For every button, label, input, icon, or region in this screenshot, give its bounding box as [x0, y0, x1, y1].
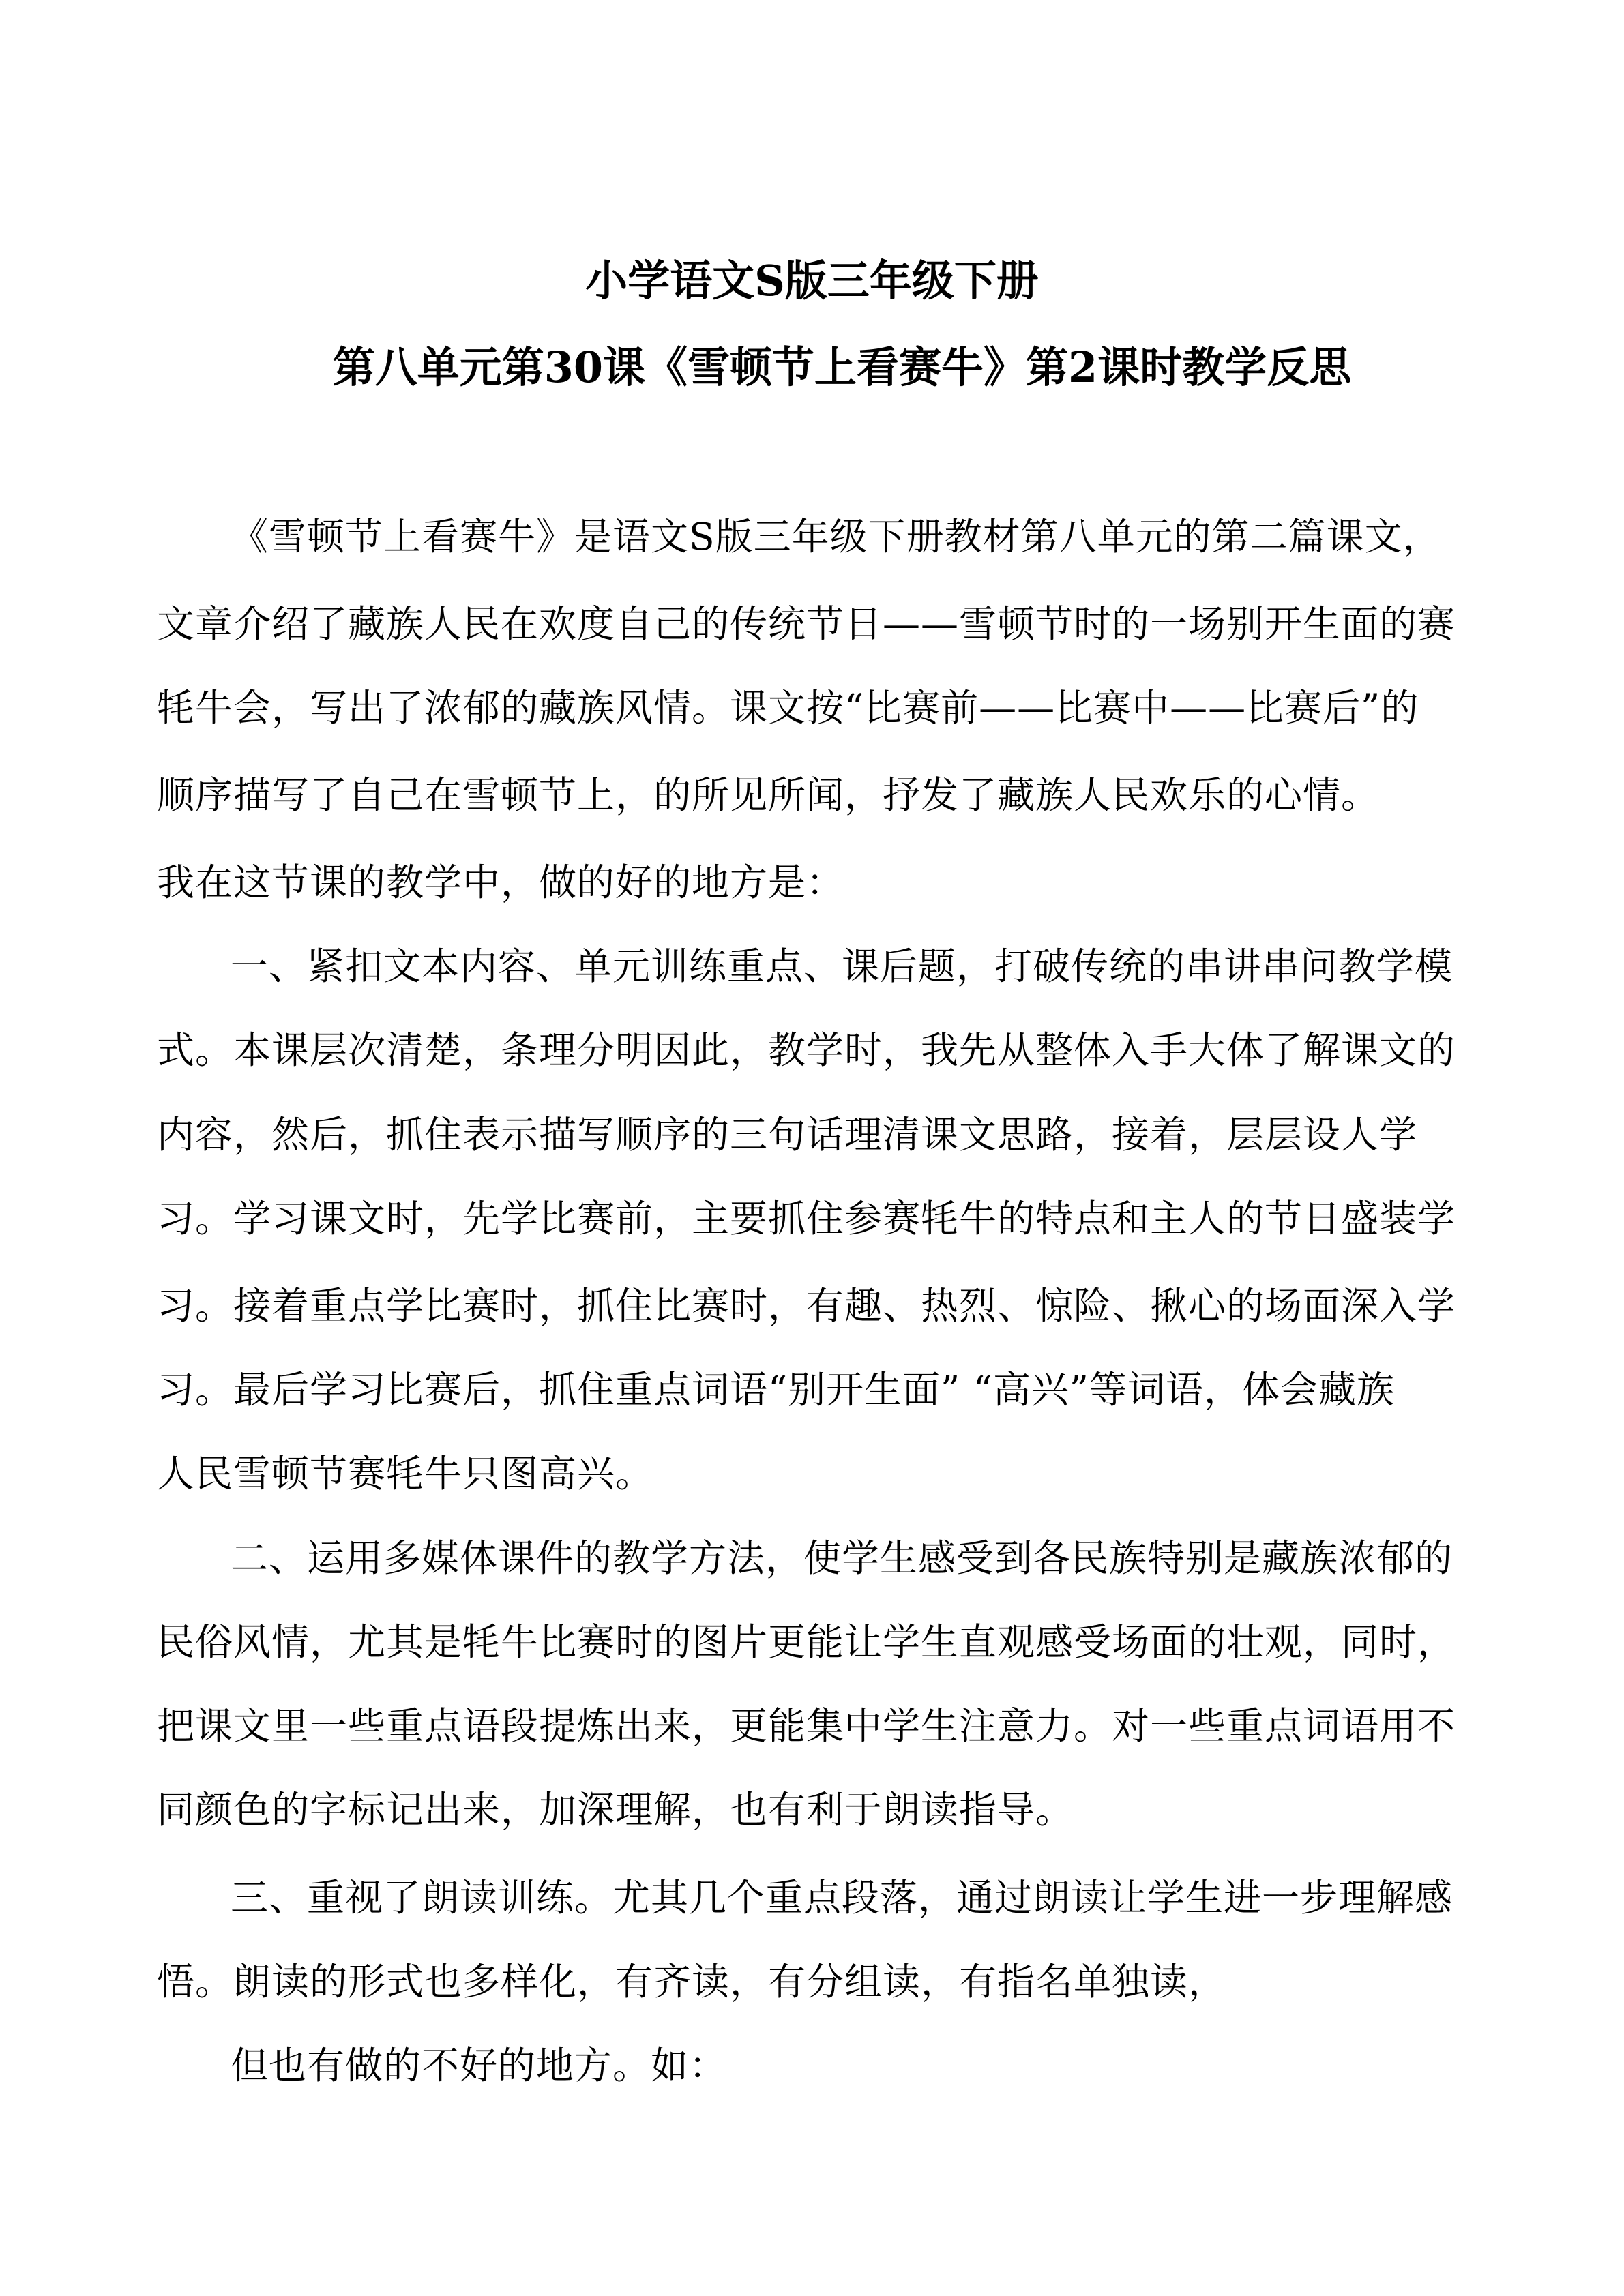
paragraph-line: 顺序描写了自己在雪顿节上，的所见所闻，抒发了藏族人民欢乐的心情。: [157, 773, 1380, 817]
paragraph-line: 一、紧扣文本内容、单元训练重点、课后题，打破传统的串讲串问教学模: [231, 944, 1453, 988]
paragraph-line: 《雪顿节上看赛牛》是语文S版三年级下册教材第八单元的第二篇课文，: [231, 515, 1441, 558]
paragraph-line: 二、运用多媒体课件的教学方法，使学生感受到各民族特别是藏族浓郁的: [231, 1536, 1453, 1580]
paragraph-line: 但也有做的不好的地方。如：: [231, 2044, 728, 2087]
title-line-2: 第八单元第30课《雪顿节上看赛牛》第2课时教学反思: [332, 342, 1352, 392]
paragraph-line: 把课文里一些重点语段提炼出来，更能集中学生注意力。对一些重点词语用不: [157, 1704, 1456, 1748]
paragraph-line: 人民雪顿节赛牦牛只图高兴。: [157, 1452, 654, 1495]
paragraph-line: 悟。朗读的形式也多样化，有齐读，有分组读，有指名单独读，: [157, 1960, 1227, 2003]
paragraph-line: 民俗风情，尤其是牦牛比赛时的图片更能让学生直观感受场面的壮观，同时，: [157, 1620, 1456, 1664]
paragraph-line: 我在这节课的教学中，做的好的地方是：: [157, 861, 845, 904]
paragraph-line: 文章介绍了藏族人民在欢度自己的传统节日——雪顿节时的一场别开生面的赛: [157, 602, 1456, 646]
paragraph-line: 牦牛会，写出了浓郁的藏族风情。课文按“比赛前——比赛中——比赛后”的: [157, 686, 1419, 730]
paragraph-line: 习。学习课文时，先学比赛前，主要抓住参赛牦牛的特点和主人的节日盛装学: [157, 1197, 1456, 1240]
paragraph-line: 习。最后学习比赛后，抓住重点词语“别开生面” “高兴”等词语，体会藏族: [157, 1368, 1395, 1412]
paragraph-line: 习。接着重点学比赛时，抓住比赛时，有趣、热烈、惊险、揪心的场面深入学: [157, 1284, 1456, 1328]
title-line-1: 小学语文S版三年级下册: [585, 256, 1039, 305]
paragraph-line: 三、重视了朗读训练。尤其几个重点段落，通过朗读让学生进一步理解感: [231, 1876, 1453, 1920]
paragraph-line: 内容，然后，抓住表示描写顺序的三句话理清课文思路，接着，层层设人学: [157, 1113, 1418, 1157]
paragraph-line: 同颜色的字标记出来，加深理解，也有利于朗读指导。: [157, 1788, 1074, 1832]
paragraph-line: 式。本课层次清楚，条理分明因此，教学时，我先从整体入手大体了解课文的: [157, 1028, 1456, 1072]
